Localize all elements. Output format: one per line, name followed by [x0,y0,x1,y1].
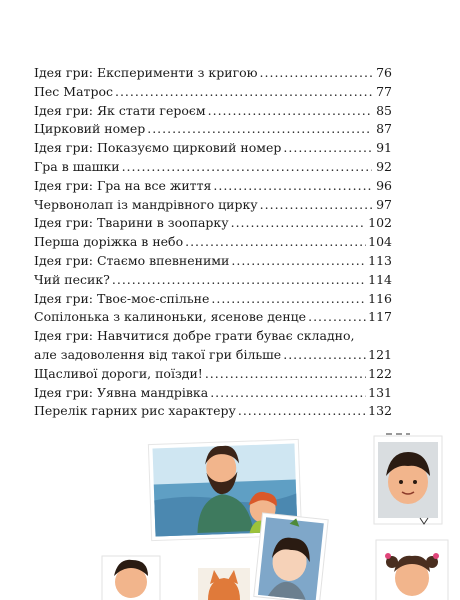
toc-entry-title: Ідея гри: Тварини в зоопарку [34,215,229,231]
toc-leader-dots [283,346,366,365]
toc-entry[interactable] [34,196,392,215]
toc-entry[interactable] [34,139,392,158]
card-boy-dark-hair [374,434,442,524]
card-orange-cat [198,568,250,600]
toc-entry-page: 102 [368,215,392,231]
toc-entry-page: 131 [368,384,392,400]
toc-entry-title-line1: Ідея гри: Навчитися добре грати буває складно, [34,328,355,344]
card-boy-bottom-left [102,556,160,600]
toc-leader-dots [231,214,367,233]
toc-entry-page: 104 [368,234,392,250]
toc-entry-title: Ідея гри: Показуємо цирковий номер [34,140,282,156]
toc-entry[interactable] [34,233,392,252]
toc-leader-dots [112,271,366,290]
toc-entry-page: 97 [376,196,392,212]
toc-entry[interactable] [34,102,392,121]
toc-entry[interactable] [34,158,392,177]
toc-entry-page: 117 [368,309,392,325]
toc-leader-dots [147,120,372,139]
toc-leader-dots [260,196,372,215]
table-of-contents [34,64,392,421]
toc-leader-dots [238,402,366,421]
toc-entry-page: 96 [376,177,392,193]
toc-entry-title: Ідея гри: Гра на все життя [34,177,212,193]
toc-entry[interactable] [34,120,392,139]
toc-entry-page: 113 [368,252,392,268]
toc-entry[interactable] [34,83,392,102]
toc-entry-page: 114 [368,271,392,287]
toc-entry-title: Пес Матрос [34,83,113,99]
toc-leader-dots [185,233,366,252]
toc-entry-title: Цирковий номер [34,121,146,137]
toc-entry-title: Чий песик? [34,271,110,287]
toc-entry-page: 121 [368,346,392,362]
toc-entry-title: Ідея гри: Експерименти з кригою [34,65,258,80]
toc-leader-dots [210,384,366,403]
toc-entry[interactable] [34,365,392,384]
toc-entry-page: 77 [376,83,392,99]
card-girl-pigtails [376,540,448,600]
toc-entry[interactable] [34,177,392,196]
toc-entry[interactable] [34,402,392,421]
toc-leader-dots [211,290,366,309]
toc-leader-dots [283,139,372,158]
toc-entry-title: Ідея гри: Як стати героєм [34,102,206,118]
toc-entry-title-line2: але задоволення від такої гри більше [34,346,282,362]
toc-entry-page: 91 [376,140,392,156]
toc-entry-page: 116 [368,290,392,306]
toc-leader-dots [208,102,372,121]
toc-entry[interactable] [34,308,392,327]
toc-entry-page: 85 [376,102,392,118]
toc-entry-page: 132 [368,403,392,419]
toc-entry-page: 87 [376,121,392,137]
toc-entry[interactable] [34,290,392,309]
toc-leader-dots [231,252,366,271]
toc-entry-title: Ідея гри: Стаємо впевненими [34,252,230,268]
toc-entry-title: Щасливої дороги, поїзди! [34,365,203,381]
toc-leader-dots [205,365,366,384]
toc-entry[interactable] [34,384,392,403]
toc-entry-page: 76 [376,65,392,80]
toc-entry-title: Перелік гарних рис характеру [34,403,236,419]
toc-entry[interactable] [34,64,392,83]
toc-leader-dots [308,308,366,327]
toc-entry-title: Ідея гри: Уявна мандрівка [34,384,209,400]
toc-entry-title: Перша доріжка в небо [34,234,184,250]
illustration-collage [0,420,460,600]
toc-entry-title: Червонолап із мандрівного цирку [34,196,258,212]
toc-leader-dots [213,177,372,196]
toc-entry-title: Ідея гри: Твоє-моє-спільне [34,290,210,306]
toc-entry-title: Сопілонька з калиноньки, ясенове денце [34,309,307,325]
toc-entry-multiline[interactable] [34,327,392,365]
toc-entry-page: 92 [376,158,392,174]
card-girl-center [254,513,328,600]
toc-entry[interactable] [34,214,392,233]
toc-entry-page: 122 [368,365,392,381]
toc-leader-dots [122,158,372,177]
toc-entry[interactable] [34,252,392,271]
toc-leader-dots [260,64,372,83]
toc-leader-dots [115,83,372,102]
toc-entry-title: Гра в шашки [34,158,120,174]
toc-entry[interactable] [34,271,392,290]
